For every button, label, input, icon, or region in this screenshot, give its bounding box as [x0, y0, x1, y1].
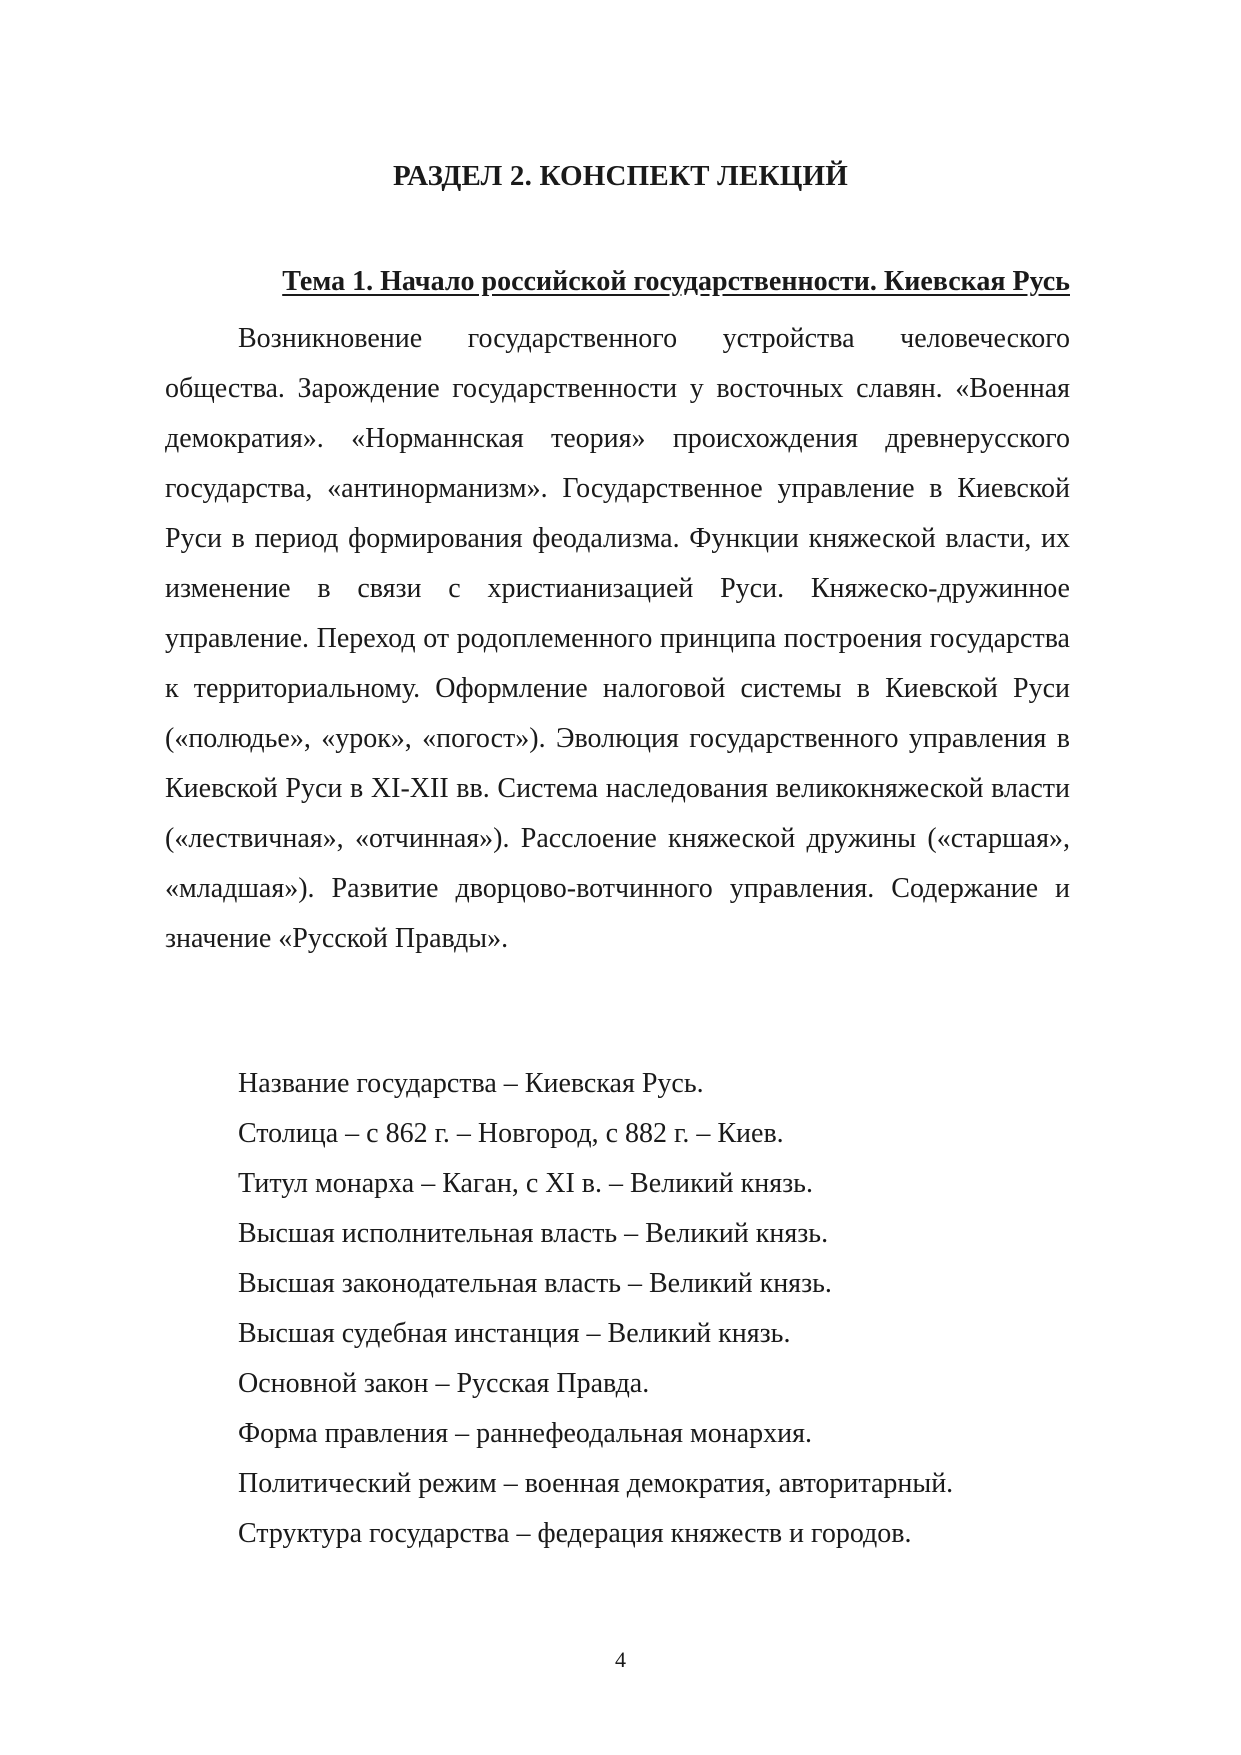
fact-item-judicial-power: Высшая судебная инстанция – Великий князь. [238, 1318, 791, 1349]
fact-item-executive-power: Высшая исполнительная власть – Великий князь. [238, 1218, 829, 1249]
fact-item-basic-law: Основной закон – Русская Правда. [238, 1368, 650, 1399]
fact-item-form-of-government: Форма правления – раннефеодальная монархия. [238, 1418, 813, 1449]
fact-item-capital: Столица – с 862 г. – Новгород, с 882 г. – Киев. [238, 1118, 784, 1149]
fact-item-state-structure: Структура государства – федерация княжеств и городов. [238, 1518, 912, 1549]
fact-item-political-regime: Политический режим – военная демократия, авторитарный. [238, 1468, 954, 1499]
page-number: 4 [615, 1647, 626, 1672]
fact-item-state-name: Название государства – Киевская Русь. [238, 1068, 704, 1099]
fact-item-legislative-power: Высшая законодательная власть – Великий князь. [238, 1268, 832, 1299]
fact-item-monarch-title: Титул монарха – Каган, с XI в. – Великий князь. [238, 1168, 813, 1199]
lecture-paragraph: Возникновение государственного устройства человеческого общества. Зарождение государственности у восточных славян. «Военная демократия». «Норманнская теория» происхождения древнерусского государства, «антинорманизм». Государственное управление в Киевской Руси в период формирования феодализма. Функции княжеской власти, их изменение в связи с христианизацией Руси. Княжеско-дружинное управление. Переход от родоплеменного принципа построения государства к территориальному. Оформление налоговой системы в Киевской Руси («полюдье», «урок», «погост»). Эволюция государственного управления в Киевской Руси в XI-XII вв. Система наследования великокняжеской власти («лествичная», «отчинная»). Расслоение княжеской дружины («старшая», «младшая»). Развитие дворцово-вотчинного управления. Содержание и значение «Русской Правды». [165, 323, 1070, 954]
topic-title: Тема 1. Начало российской государственности. Киевская Русь [282, 266, 1070, 297]
facts-list [238, 1059, 1070, 1559]
section-title: РАЗДЕЛ 2. КОНСПЕКТ ЛЕКЦИЙ [392, 160, 849, 192]
